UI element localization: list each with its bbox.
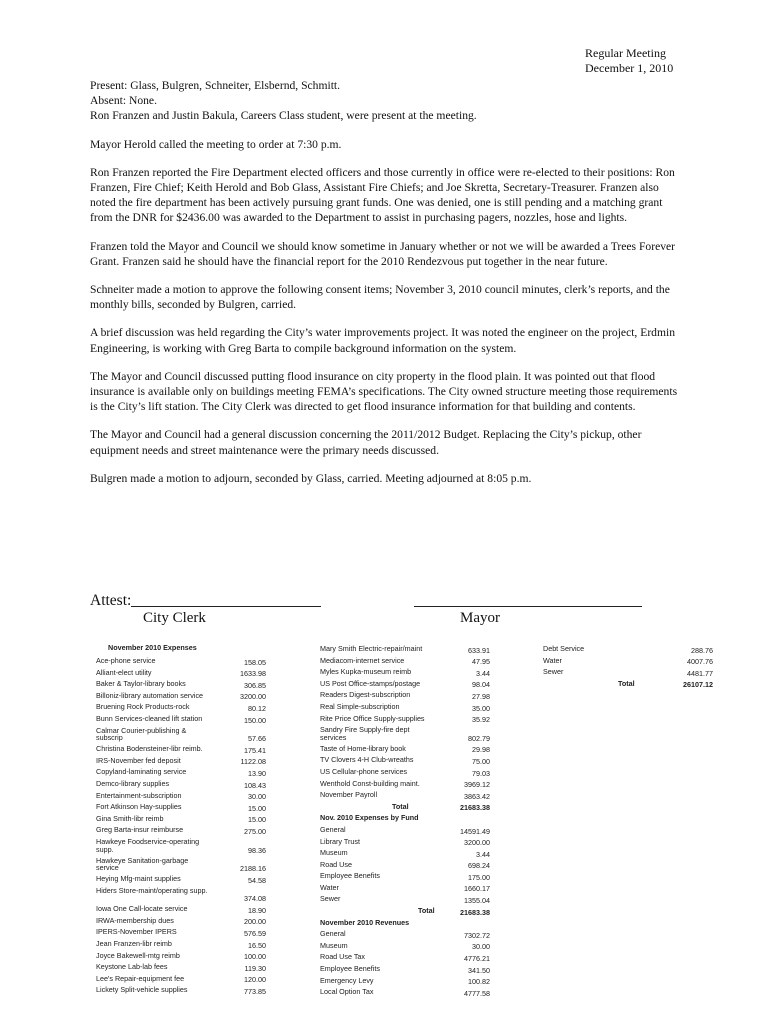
expense-name: Jean Franzen-libr reimb xyxy=(96,939,172,949)
paragraph: Mayor Herold called the meeting to order at 7:30 p.m. xyxy=(90,137,342,151)
expense-amount: 30.00 xyxy=(248,792,266,802)
attendance-guests: Ron Franzen and Justin Bakula, Careers Class student, were present at the meeting. xyxy=(90,109,477,123)
expense-name: Demco-library supplies xyxy=(96,778,170,788)
paragraph: Bulgren made a motion to adjourn, seconded by Glass, carried. Meeting adjourned at 8:05 p.m. xyxy=(90,471,532,485)
revenue-title-row-label: November 2010 Revenues xyxy=(320,917,410,927)
expense-amount: 119.30 xyxy=(244,963,266,973)
expense-name: Mary Smith Electric-repair/maint xyxy=(320,644,423,653)
paragraph: Schneiter made a motion to approve the following consent items; November 3, 2010 council minutes, clerk’s reports, and the monthly bills, seconded by Bulgren, carried. xyxy=(90,283,670,312)
expense-amount: 175.00 xyxy=(468,872,490,882)
expense-row xyxy=(543,657,713,669)
expense-amount: 275.00 xyxy=(244,826,266,836)
expense-row xyxy=(320,884,490,896)
expense-amount: 80.12 xyxy=(248,703,266,713)
expense-row xyxy=(96,803,266,815)
expense-name: Sandry Fire Supply-fire dept services xyxy=(320,725,410,742)
expense-row xyxy=(320,826,490,838)
expense-row xyxy=(320,895,490,907)
expense-amount: 306.85 xyxy=(244,680,266,690)
expense-name: Road Use xyxy=(320,859,352,869)
paragraph: The Mayor and Council discussed putting flood insurance on city property in the flood plain. It was pointed out that flood insurance is available only on buildings meeting FEMA’s specifications. The City owned structure meeting those requirements is the City’s lift station. The City Clerk was directed to get flood insurance information for that building and contents. xyxy=(90,369,678,414)
expense-amount: 27.98 xyxy=(472,691,490,701)
expense-row xyxy=(320,988,490,1000)
expense-amount: 35.92 xyxy=(472,715,490,725)
expense-amount: 79.03 xyxy=(472,768,490,778)
expense-amount: 30.00 xyxy=(472,942,490,952)
expense-name: Readers Digest-subscription xyxy=(320,690,411,700)
expense-name: Wenthold Const-building maint. xyxy=(320,778,420,788)
expense-amount: 1633.98 xyxy=(240,669,266,679)
fund-title-row-label: Nov. 2010 Expenses by Fund xyxy=(320,813,419,823)
minutes-body xyxy=(90,78,680,499)
expense-name: Copyland-laminating service xyxy=(96,767,187,777)
expense-row xyxy=(543,645,713,657)
expense-amount: 29.98 xyxy=(472,745,490,755)
expense-amount: 3200.00 xyxy=(240,692,266,702)
expense-amount: 13.90 xyxy=(248,768,266,778)
expense-amount: 4776.21 xyxy=(464,954,490,964)
expense-name: Ace-phone service xyxy=(96,656,156,665)
expense-name: Museum xyxy=(320,940,348,950)
expense-amount: 576.59 xyxy=(244,929,266,939)
expense-amount: 2188.16 xyxy=(240,864,266,874)
expense-row xyxy=(320,849,490,861)
expense-amount: 175.41 xyxy=(244,745,266,755)
expense-name: Iowa One Call-locate service xyxy=(96,904,188,914)
mayor-label: Mayor xyxy=(460,610,500,626)
expense-name: Lee's Repair-equipment fee xyxy=(96,973,185,983)
expense-amount: 54.58 xyxy=(248,875,266,885)
mayor-signature-line xyxy=(414,606,642,607)
total-row-label: Total xyxy=(392,801,409,811)
total-row-amount: 21683.38 xyxy=(460,803,490,813)
expense-name: Taste of Home-library book xyxy=(320,743,406,753)
expense-amount: 3200.00 xyxy=(464,838,490,848)
expense-name: Hawkeye Sanitation-garbage service xyxy=(96,855,189,873)
expense-amount: 35.00 xyxy=(472,703,490,713)
expense-name: Alliant-elect utility xyxy=(96,667,152,677)
fund-total-row-label: Total xyxy=(418,906,435,916)
attest-label: Attest: xyxy=(90,592,132,609)
expense-name: Myles Kupka-museum reimb xyxy=(320,667,412,677)
expense-amount: 3.44 xyxy=(476,849,490,859)
clerk-signature-line xyxy=(131,606,321,607)
expense-name: Sewer xyxy=(543,667,564,677)
expense-row xyxy=(96,657,266,669)
expense-name: Bruening Rock Products-rock xyxy=(96,702,190,712)
expense-row xyxy=(320,645,490,657)
col3-total-row-amount: 26107.12 xyxy=(683,680,713,690)
expense-name: Billoniz-library automation service xyxy=(96,690,204,700)
expense-row xyxy=(320,965,490,977)
expense-name: US Post Office-stamps/postage xyxy=(320,678,421,688)
expense-name: IPERS-November IPERS xyxy=(96,927,177,937)
expense-name: Employee Benefits xyxy=(320,871,380,881)
expense-row xyxy=(96,838,266,857)
expense-amount: 4007.76 xyxy=(687,657,713,667)
expense-amount: 15.00 xyxy=(248,815,266,825)
expense-amount: 98.04 xyxy=(472,680,490,690)
expense-amount: 1122.08 xyxy=(240,757,266,767)
expense-name: Fort Atkinson Hay-supplies xyxy=(96,802,182,812)
expense-amount: 288.76 xyxy=(691,645,713,655)
expense-amount: 100.00 xyxy=(244,952,266,962)
expense-name: Sewer xyxy=(320,894,341,904)
expense-row xyxy=(96,715,266,727)
expense-amount: 108.43 xyxy=(244,780,266,790)
expense-row xyxy=(320,791,490,803)
expense-name: IRWA-membership dues xyxy=(96,915,174,925)
expense-name: Heying Mfg-maint supplies xyxy=(96,874,181,884)
expense-name: Mediacom-internet service xyxy=(320,655,405,665)
expense-name: Museum xyxy=(320,848,348,858)
expense-amount: 150.00 xyxy=(244,715,266,725)
expense-row xyxy=(320,703,490,715)
expense-row xyxy=(320,726,490,745)
expense-name: Lickety Split-vehicle supplies xyxy=(96,985,188,995)
expense-name: Emergency Levy xyxy=(320,975,374,985)
col3-total-row xyxy=(543,680,713,692)
expense-amount: 100.82 xyxy=(468,977,490,987)
expense-name: Hawkeye Foodservice-operating supp. xyxy=(96,836,200,854)
expense-amount: 1355.04 xyxy=(464,896,490,906)
paragraph: The Mayor and Council had a general discussion concerning the 2011/2012 Budget. Replacing the City’s pickup, other equipment needs and street maintenance were the primary needs discussed. xyxy=(90,428,642,457)
expense-name: TV Clovers 4-H Club-wreaths xyxy=(320,755,414,765)
expenses-column-2 xyxy=(320,645,490,1000)
expense-row xyxy=(96,780,266,792)
expense-amount: 4481.77 xyxy=(687,668,713,678)
expense-name: General xyxy=(320,929,346,939)
expense-name: Local Option Tax xyxy=(320,987,374,997)
expense-amount: 15.00 xyxy=(248,803,266,813)
expense-amount: 120.00 xyxy=(244,975,266,985)
expense-row xyxy=(96,875,266,887)
meeting-date: December 1, 2010 xyxy=(585,61,674,75)
col3-total-row-label: Total xyxy=(618,678,635,688)
expense-amount: 18.90 xyxy=(248,905,266,915)
expense-row xyxy=(320,872,490,884)
expense-amount: 4777.58 xyxy=(464,988,490,998)
expense-amount: 98.36 xyxy=(248,845,266,855)
expense-name: US Cellular-phone services xyxy=(320,766,408,776)
expense-amount: 374.08 xyxy=(244,894,266,904)
expense-amount: 57.66 xyxy=(248,734,266,744)
expense-name: Debt Service xyxy=(543,644,585,653)
paragraph: Franzen told the Mayor and Council we should know sometime in January whether or not we will be awarded a Trees Forever Grant. Franzen said he should have the financial report for the 2010 Rendezvous put together in the near future. xyxy=(90,239,676,268)
expense-row xyxy=(320,768,490,780)
expense-name: Rite Price Office Supply-supplies xyxy=(320,713,425,723)
expense-name: November Payroll xyxy=(320,790,378,800)
expense-amount: 7302.72 xyxy=(464,930,490,940)
expense-name: Christina Bodensteiner-libr reimb. xyxy=(96,744,203,754)
expense-name: Water xyxy=(543,655,562,665)
expense-amount: 698.24 xyxy=(468,861,490,871)
expense-amount: 633.91 xyxy=(468,645,490,655)
expense-amount: 200.00 xyxy=(244,917,266,927)
expense-name: Keystone Lab-lab fees xyxy=(96,962,168,972)
paragraph: Ron Franzen reported the Fire Department elected officers and those currently in office were re-elected to their positions: Ron Franzen, Fire Chief; Keith Herold and Bob Glass, Assistant Fire Chiefs; and Joe Skretta, Secretary-Treasurer. Franzen also noted the fire department has been actively pursuing grant funds. One was denied, one is still pending and a matching grant from the DNR for $2436.00 was awarded to the Department to assist in purchasing pagers, nozzles, hose and lights. xyxy=(90,165,675,225)
expense-name: Baker & Taylor-library books xyxy=(96,679,186,689)
expense-name: Greg Barta-insur reimburse xyxy=(96,825,184,835)
expense-row xyxy=(96,857,266,876)
expense-name: Entertainment-subscription xyxy=(96,790,182,800)
expenses-column-3 xyxy=(543,645,713,691)
expense-name: Gina Smith-libr reimb xyxy=(96,813,164,823)
clerk-label: City Clerk xyxy=(143,610,206,626)
expenses-title: November 2010 Expenses xyxy=(108,643,197,652)
attendance-absent: Absent: None. xyxy=(90,94,157,108)
expense-name: Hiders Store-maint/operating supp. xyxy=(96,885,208,895)
fund-total-row-amount: 21683.38 xyxy=(460,907,490,917)
expense-amount: 1660.17 xyxy=(464,884,490,894)
expense-name: Real Simple-subscription xyxy=(320,701,400,711)
expense-row xyxy=(96,745,266,757)
expense-amount: 75.00 xyxy=(472,756,490,766)
expense-name: Calmar Courier-publishing & subscrip xyxy=(96,725,187,743)
expense-amount: 14591.49 xyxy=(460,826,490,836)
expense-name: Library Trust xyxy=(320,836,360,846)
expense-amount: 3.44 xyxy=(476,668,490,678)
expense-name: General xyxy=(320,824,346,834)
paragraph: A brief discussion was held regarding the City’s water improvements project. It was noted the engineer on the project, Erdmin Engineering, is working with Greg Barta to compile background information on the system. xyxy=(90,326,676,355)
expense-name: Water xyxy=(320,882,339,892)
expense-amount: 47.95 xyxy=(472,657,490,667)
expenses-column-1 xyxy=(96,644,266,998)
expense-row xyxy=(96,986,266,998)
attendance-present: Present: Glass, Bulgren, Schneiter, Elsbernd, Schmitt. xyxy=(90,79,341,92)
expense-amount: 802.79 xyxy=(468,733,490,743)
expense-name: Employee Benefits xyxy=(320,964,380,974)
expense-amount: 3863.42 xyxy=(464,791,490,801)
expense-row xyxy=(96,940,266,952)
expense-row xyxy=(96,727,266,746)
meeting-header xyxy=(585,46,673,76)
fund-total-row xyxy=(320,907,490,919)
meeting-type: Regular Meeting xyxy=(585,46,666,60)
expense-amount: 773.85 xyxy=(244,987,266,997)
expense-amount: 3969.12 xyxy=(464,780,490,790)
expense-amount: 16.50 xyxy=(248,940,266,950)
expense-amount: 341.50 xyxy=(468,965,490,975)
expense-name: Road Use Tax xyxy=(320,952,366,962)
expense-name: IRS-November fed deposit xyxy=(96,755,181,765)
expense-name: Joyce Bakewell-mtg reimb xyxy=(96,950,180,960)
expense-name: Bunn Services-cleaned lift station xyxy=(96,713,203,723)
expense-amount: 158.05 xyxy=(244,657,266,667)
expense-row xyxy=(96,887,266,906)
